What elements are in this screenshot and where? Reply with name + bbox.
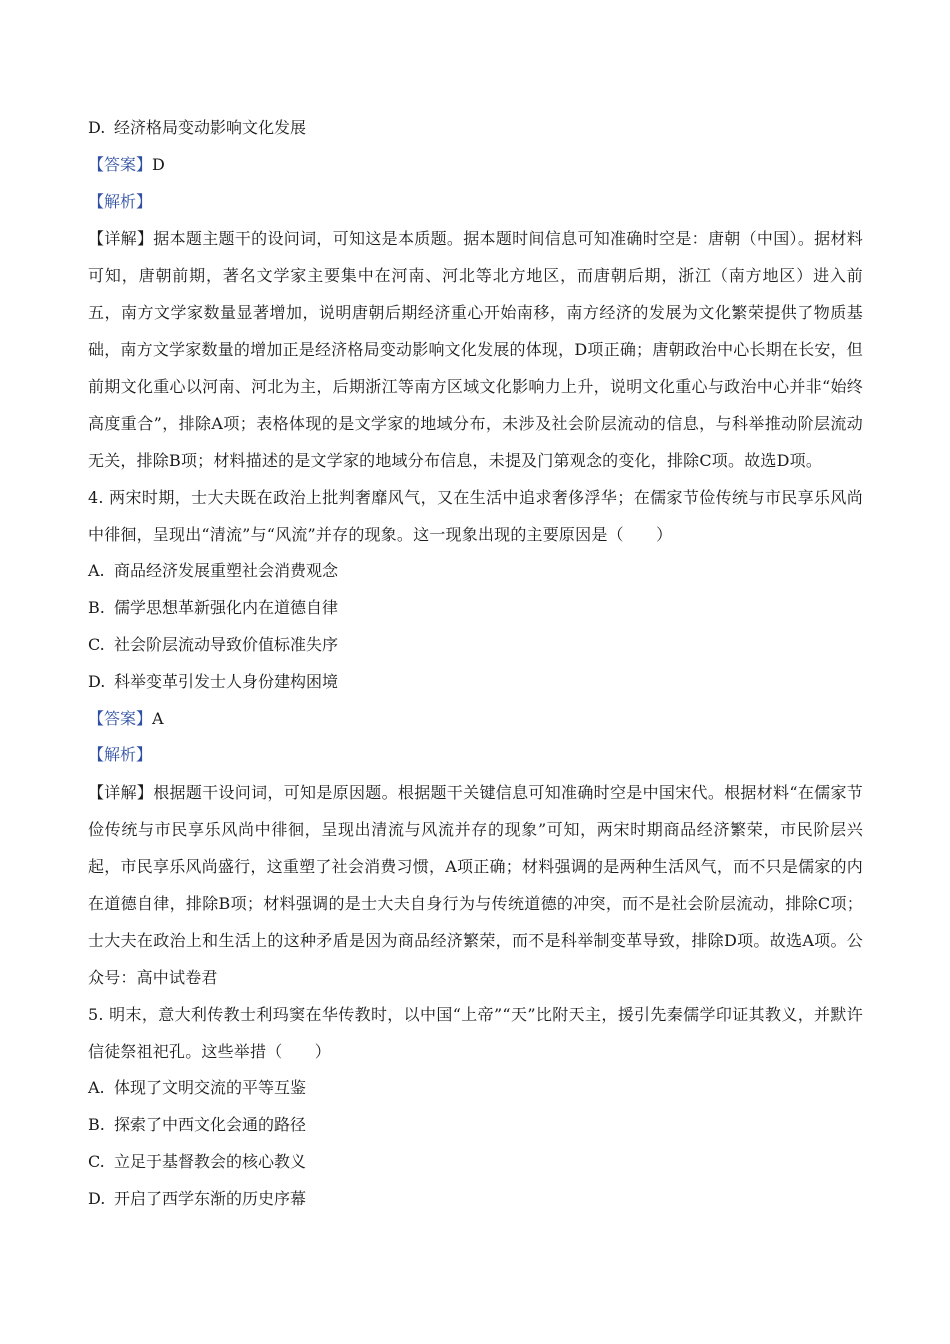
- option-label: D.: [88, 1188, 106, 1208]
- option-text: 儒学思想革新强化内在道德自律: [114, 598, 339, 618]
- option-label: B.: [88, 598, 105, 618]
- q3-answer: [88, 147, 863, 184]
- answer-tag: 【答案】: [88, 154, 153, 174]
- q4-option-b[interactable]: [88, 590, 863, 627]
- answer-value: D: [152, 154, 165, 174]
- option-text: 科举变革引发士人身份建构困境: [114, 671, 339, 691]
- q5-option-a[interactable]: [88, 1070, 863, 1107]
- option-text: 经济格局变动影响文化发展: [114, 118, 307, 137]
- detail-text: 根据题干设问词，可知是原因题。根据题干关键信息可知准确时空是中国宋代。根据材料“在儒家节俭传统与市民享乐风尚中徘徊，呈现出清流与风流并存的现象”可知，两宋时期商品经济繁荣，市民阶层兴起，市民享乐风尚盛行，这重塑了社会消费习惯，A项正确；材料强调的是两种生活风气，而不只是儒家的内在道德自律，排除B项；材料强调的是士大夫自身行为与传统道德的冲突，而不是社会阶层流动，排除C项；士大夫在政治上和生活上的这种矛盾是因为商品经济繁荣，而不是科举制变革导致，排除D项。故选A项。公众号：高中试卷君: [88, 783, 863, 988]
- option-text: 开启了西学东渐的历史序幕: [114, 1188, 307, 1208]
- q4-option-d[interactable]: [88, 664, 863, 701]
- q5-option-c[interactable]: [88, 1144, 863, 1181]
- q4-analysis-heading: [88, 737, 863, 774]
- option-label: D.: [88, 671, 106, 691]
- option-text: 体现了文明交流的平等互鉴: [114, 1078, 307, 1098]
- detail-text: 据本题主题干的设问词，可知这是本质题。据本题时间信息可知准确时空是：唐朝（中国）。据材料可知，唐朝前期，著名文学家主要集中在河南、河北等北方地区，而唐朝后期，浙江（南方地区）进入前五，南方文学家数量显著增加，说明唐朝后期经济重心开始南移，南方经济的发展为文化繁荣提供了物质基础，南方文学家数量的增加正是经济格局变动影响文化发展的体现，D项正确；唐朝政治中心长期在长安，但前期文化重心以河南、河北为主，后期浙江等南方区域文化影响力上升，说明文化重心与政治中心并非“始终高度重合”，排除A项；表格体现的是文学家的地域分布，未涉及社会阶层流动的信息，与科举推动阶层流动无关，排除B项；材料描述的是文学家的地域分布信息，未提及门第观念的变化，排除C项。故选D项。: [88, 229, 863, 471]
- option-text: 探索了中西文化会通的路径: [114, 1114, 307, 1134]
- q4-detail: [88, 774, 863, 996]
- q4-stem: 4. 两宋时期，士大夫既在政治上批判奢靡风气，又在生活中追求奢侈浮华；在儒家节俭传统与市民享乐风尚中徘徊，呈现出“清流”与“风流”并存的现象。这一现象出现的主要原因是（ ）: [88, 488, 863, 545]
- option-label: A.: [88, 1078, 105, 1098]
- option-label: C.: [88, 634, 105, 654]
- q4-option-a[interactable]: [88, 553, 863, 590]
- option-text: 社会阶层流动导致价值标准失序: [114, 634, 339, 654]
- q3-option-d[interactable]: [88, 110, 863, 147]
- q4-option-c[interactable]: [88, 627, 863, 664]
- option-label: B.: [88, 1114, 105, 1134]
- option-label: C.: [88, 1151, 105, 1171]
- answer-tag: 【答案】: [88, 708, 153, 728]
- detail-tag: 【详解】: [88, 229, 154, 249]
- q5-option-b[interactable]: [88, 1107, 863, 1144]
- q5-option-d[interactable]: [88, 1181, 863, 1218]
- q4-answer: [88, 701, 863, 738]
- q3-analysis-heading: [88, 184, 863, 221]
- document-page: [88, 110, 863, 1217]
- analysis-tag: 【解析】: [88, 191, 153, 211]
- option-text: 商品经济发展重塑社会消费观念: [114, 561, 339, 581]
- option-label: D.: [88, 118, 106, 137]
- q5-stem: 5. 明末，意大利传教士利玛窦在华传教时，以中国“上帝”“天”比附天主，援引先秦儒学印证其教义，并默许信徒祭祖祀孔。这些举措（ ）: [88, 1005, 863, 1062]
- option-label: A.: [88, 561, 105, 581]
- q3-detail: [88, 220, 863, 479]
- answer-value: A: [152, 708, 164, 728]
- detail-tag: 【详解】: [88, 783, 154, 803]
- analysis-tag: 【解析】: [88, 745, 153, 765]
- option-text: 立足于基督教会的核心教义: [114, 1151, 307, 1171]
